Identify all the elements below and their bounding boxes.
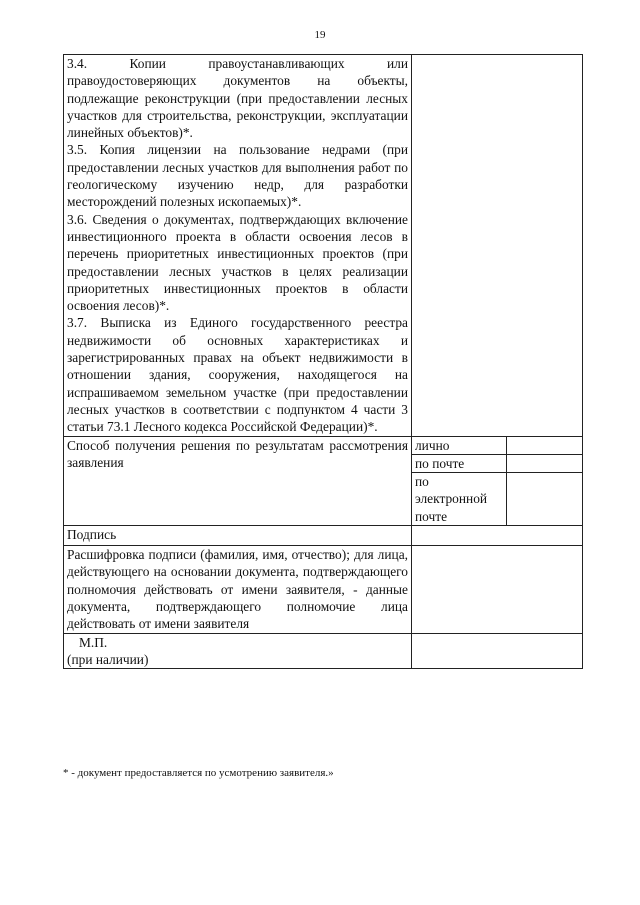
document-item-3-6: 3.6. Сведения о документах, подтверждающих включение инвестиционного проекта в области освоения лесов в перечень приоритетных инвестиционных проектов (при предоставлении лесных участков в целях реализации приоритетных инвестиционных проектов в области освоения лесов)*. [67,211,408,314]
receipt-mark-in-person[interactable] [507,436,583,454]
receipt-option-in-person: лично [412,436,507,454]
receipt-row-1 [64,436,583,454]
decryption-label: Расшифровка подписи (фамилия, имя, отчество); для лица, действующего на основании документа, подтверждающего полномочия действовать от имени заявителя, - данные документа, подтверждающего полномочие лица действовать от имени заявителя [67,547,408,632]
receipt-mark-email[interactable] [507,473,583,526]
receipt-label: Способ получения решения по результатам рассмотрения заявления [67,437,408,470]
seal-note: (при наличии) [67,651,149,667]
page-number: 19 [314,29,326,41]
seal-value-cell[interactable] [412,633,583,669]
documents-value-cell[interactable] [412,55,583,437]
document-item-3-4: 3.4. Копии правоустанавливающих или правоудостоверяющих документов на объекты, подлежащие реконструкции (при предоставлении лесных участков для строительства, реконструкции, эксплуатации линейных объектов)*. [67,56,408,141]
signature-value-cell[interactable] [412,526,583,546]
document-item-3-7: 3.7. Выписка из Единого государственного реестра недвижимости об основных характеристиках и зарегистрированных правах на объект недвижимости в отношении здания, сооружения, находящегося на испрашиваемом земельном участке (при предоставлении лесных участков в соответствии с подпунктом 4 части 3 статьи 73.1 Лесного кодекса Российской Федерации)*. [67,315,408,435]
seal-label: М.П. [79,634,108,650]
signature-row [64,526,583,546]
application-form-table [63,54,583,669]
document-item-3-5: 3.5. Копия лицензии на пользование недрами (при предоставлении лесных участков для выполнения работ по геологическому изучению недр, для разработки месторождений полезных ископаемых)*. [67,142,408,210]
signature-label: Подпись [64,526,412,546]
documents-list-cell [64,55,412,437]
seal-cell [64,633,412,669]
seal-row [64,633,583,669]
decryption-label-cell [64,546,412,633]
receipt-option-email: по электронной почте [412,473,507,526]
receipt-label-cell [64,436,412,526]
receipt-option-by-mail: по почте [412,454,507,472]
decryption-row [64,546,583,633]
receipt-mark-by-mail[interactable] [507,454,583,472]
footnote: * - документ предоставляется по усмотрению заявителя.» [63,767,334,779]
documents-row [64,55,583,437]
decryption-value-cell[interactable] [412,546,583,633]
